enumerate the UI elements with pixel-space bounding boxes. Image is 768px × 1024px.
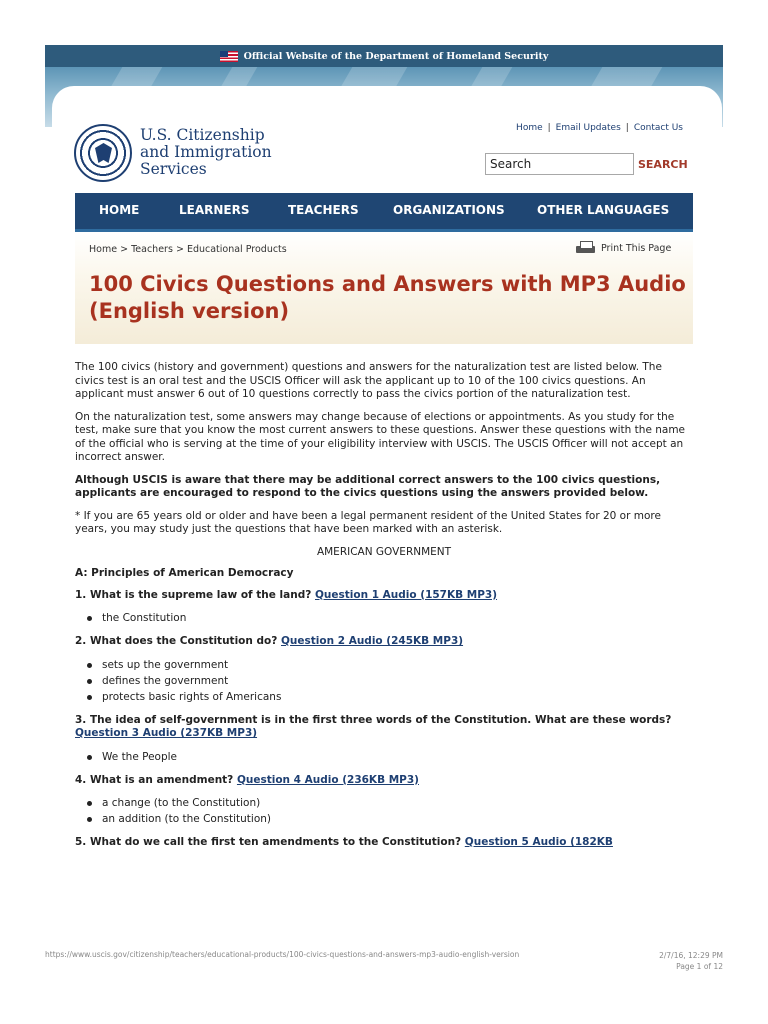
printer-icon <box>576 241 595 255</box>
gov-banner <box>45 45 723 67</box>
answer-item: We the People <box>85 749 693 765</box>
nav-home[interactable]: HOME <box>99 203 140 217</box>
question-3-audio-link[interactable]: Question 3 Audio (237KB MP3) <box>75 727 258 739</box>
search-button[interactable]: SEARCH <box>638 158 688 171</box>
bold-note: Although USCIS is aware that there may be additional correct answers to the 100 civics questions, applicants are encouraged to respond to the civics questions using the answers provided below. <box>75 473 661 499</box>
answer-item: defines the government <box>85 673 693 689</box>
breadcrumb: Home > Teachers > Educational Products <box>89 244 287 255</box>
section-heading: AMERICAN GOVERNMENT <box>316 545 452 558</box>
answer-list <box>85 610 693 626</box>
breadcrumb-teachers[interactable]: Teachers <box>131 244 173 255</box>
uscis-logo-text[interactable]: U.S. Citizenship and Immigration Services <box>140 126 272 178</box>
subsection-heading: A: Principles of American Democracy <box>75 567 294 579</box>
breadcrumb-home[interactable]: Home <box>89 244 118 255</box>
gov-banner-text: Official Website of the Department of Homeland Security <box>243 50 549 62</box>
question-1: 1. What is the supreme law of the land? Question 1 Audio (157KB MP3) <box>75 588 498 601</box>
breadcrumb-educational-products[interactable]: Educational Products <box>186 244 287 255</box>
util-link-contact-us[interactable]: Contact Us <box>633 123 683 133</box>
question-1-audio-link[interactable]: Question 1 Audio (157KB MP3) <box>314 588 498 601</box>
footer-info <box>620 950 723 972</box>
page-title: 100 Civics Questions and Answers with MP3 Audio (English version) <box>89 272 686 323</box>
print-label: Print This Page <box>601 242 672 254</box>
question-4: 4. What is an amendment? Question 4 Audio (236KB MP3) <box>75 773 419 786</box>
print-page-link[interactable] <box>576 241 671 255</box>
answer-item: the Constitution <box>85 610 693 626</box>
question-3: 3. The idea of self-government is in the first three words of the Constitution. What are these words? Question 3 Audio (237KB MP3) <box>75 713 672 739</box>
answer-list <box>85 749 693 765</box>
nav-other-languages[interactable]: OTHER LANGUAGES <box>537 203 670 217</box>
answer-item: an addition (to the Constitution) <box>85 811 693 827</box>
answer-list <box>85 795 693 827</box>
answer-item: a change (to the Constitution) <box>85 795 693 811</box>
asterisk-note: * If you are 65 years old or older and have been a legal permanent resident of the United States for 20 or more years, you may study just the questions that have been marked with an asterisk. <box>75 509 661 535</box>
nav-teachers[interactable]: TEACHERS <box>288 203 359 217</box>
question-2-audio-link[interactable]: Question 2 Audio (245KB MP3) <box>281 635 464 647</box>
question-4-audio-link[interactable]: Question 4 Audio (236KB MP3) <box>236 773 419 786</box>
question-2: 2. What does the Constitution do? Question 2 Audio (245KB MP3) <box>75 635 464 647</box>
search-input[interactable] <box>485 153 634 175</box>
answer-item: sets up the government <box>85 657 693 673</box>
footer-page-number: Page 1 of 12 <box>676 962 723 971</box>
main-nav <box>75 193 693 232</box>
main-content <box>75 361 693 858</box>
answer-item: protects basic rights of Americans <box>85 689 693 705</box>
intro-paragraph: On the naturalization test, some answers may change because of elections or appointments. As you study for the test, make sure that you know the most current answers to these questions. Answer these questions with the name of the official who is serving at the time of your eligibility interview with USCIS. The USCIS Officer will not accept an incorrect answer. <box>75 410 686 463</box>
dhs-seal-logo[interactable] <box>74 124 132 182</box>
footer-datetime: 2/7/16, 12:29 PM <box>659 951 723 960</box>
answer-list <box>85 657 693 705</box>
nav-learners[interactable]: LEARNERS <box>179 203 250 217</box>
question-5-audio-link[interactable]: Question 5 Audio (182KB <box>464 836 613 848</box>
util-link-email-updates[interactable]: Email Updates <box>555 123 621 133</box>
utility-links: Home | Email Updates | Contact Us <box>516 123 683 133</box>
question-5: 5. What do we call the first ten amendments to the Constitution? Question 5 Audio (182KB <box>75 836 613 848</box>
util-link-home[interactable]: Home <box>516 123 543 133</box>
us-flag-icon <box>220 51 238 62</box>
footer-url: https://www.uscis.gov/citizenship/teachers/educational-products/100-civics-questions-and-answers-mp3-audio-english-version <box>45 950 520 959</box>
nav-organizations[interactable]: ORGANIZATIONS <box>393 203 505 217</box>
intro-paragraph: The 100 civics (history and government) questions and answers for the naturalization test are listed below. The civics test is an oral test and the USCIS Officer will ask the applicant up to 10 of the 100 civics questions. An applicant must answer 6 out of 10 questions correctly to pass the civics portion of the naturalization test. <box>75 361 662 400</box>
eagle-icon <box>95 143 112 163</box>
